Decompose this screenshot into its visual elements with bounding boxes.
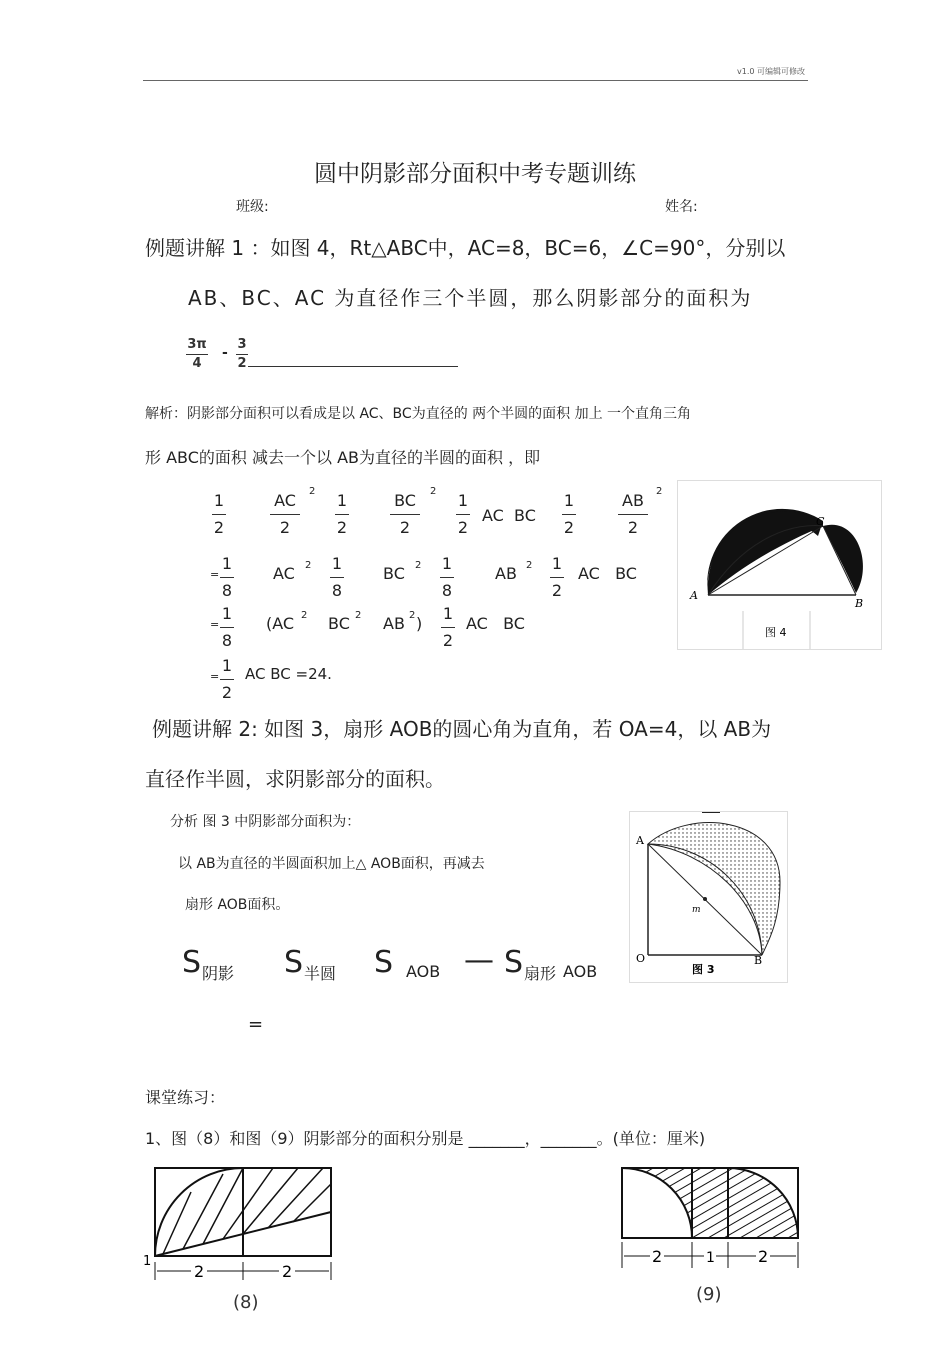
figure-8: [143, 1160, 335, 1320]
fig3-label-a: A: [636, 834, 644, 847]
fig9-dim-mid: 1: [706, 1250, 715, 1266]
ex2-analysis2: 以 AB为直径的半圆面积加上△ AOB面积，再减去: [178, 856, 485, 872]
fig3-label-o: O: [636, 952, 646, 965]
practice-q1: 1、图（8）和图（9）阴影部分的面积分别是 _______，_______。(单位：厘米): [145, 1129, 706, 1148]
ex1-analysis1: 解析：阴影部分面积可以看成是以 AC、BC为直径的 两个半圆的面积 加上 一个直角三角: [145, 406, 692, 422]
fig9-dim-right: 2: [758, 1247, 769, 1266]
fig4-caption: 图 4: [765, 626, 787, 639]
fig8-caption: (8): [233, 1292, 259, 1313]
ex1-line1: 例题讲解 1 ：如图 4，Rt△ABC中，AC=8，BC=6，∠C=90°，分别以: [145, 236, 786, 260]
fig9-caption: (9): [696, 1284, 722, 1305]
ex2-equals: =: [248, 1014, 264, 1035]
fig8-dim-right: 2: [282, 1262, 293, 1281]
header-rule: [143, 80, 808, 81]
fig3-label-b: B: [754, 954, 763, 967]
ex2-line2: 直径作半圆，求阴影部分的面积。: [145, 767, 445, 791]
figure-9: [618, 1160, 803, 1315]
name-label: 姓名:: [665, 199, 698, 215]
fig3-caption: 图 3: [692, 963, 715, 976]
ex2-analysis3: 扇形 AOB面积。: [185, 897, 290, 913]
fig4-label-a: A: [690, 589, 698, 602]
fig8-side: 1: [143, 1254, 152, 1269]
ex1-eq-result: AC BC =24.: [245, 665, 332, 683]
ex1-analysis2: 形 ABC的面积 减去一个以 AB为直径的半圆的面积 ，即: [145, 448, 541, 467]
figure-4: [677, 480, 882, 650]
figure-3: [629, 811, 788, 983]
class-label: 班级:: [236, 199, 269, 215]
practice-heading: 课堂练习：: [145, 1088, 226, 1107]
ex2-analysis1: 分析 图 3 中阴影部分面积为：: [170, 814, 361, 830]
ex1-line2: AB、BC、AC 为直径作三个半圆，那么阴影部分的面积为: [188, 286, 753, 310]
page-title: 圆中阴影部分面积中考专题训练: [314, 161, 636, 187]
fig3-label-m: m: [692, 905, 701, 915]
ex2-line1: 例题讲解 2: 如图 3，扇形 AOB的圆心角为直角，若 OA=4，以 AB为: [152, 717, 772, 741]
fig8-dim-left: 2: [194, 1262, 205, 1281]
fig4-label-c: C: [816, 515, 825, 528]
fig4-label-b: B: [855, 597, 864, 610]
version-note: v1.0 可编辑可修改: [737, 67, 805, 76]
fig9-dim-left: 2: [652, 1247, 663, 1266]
